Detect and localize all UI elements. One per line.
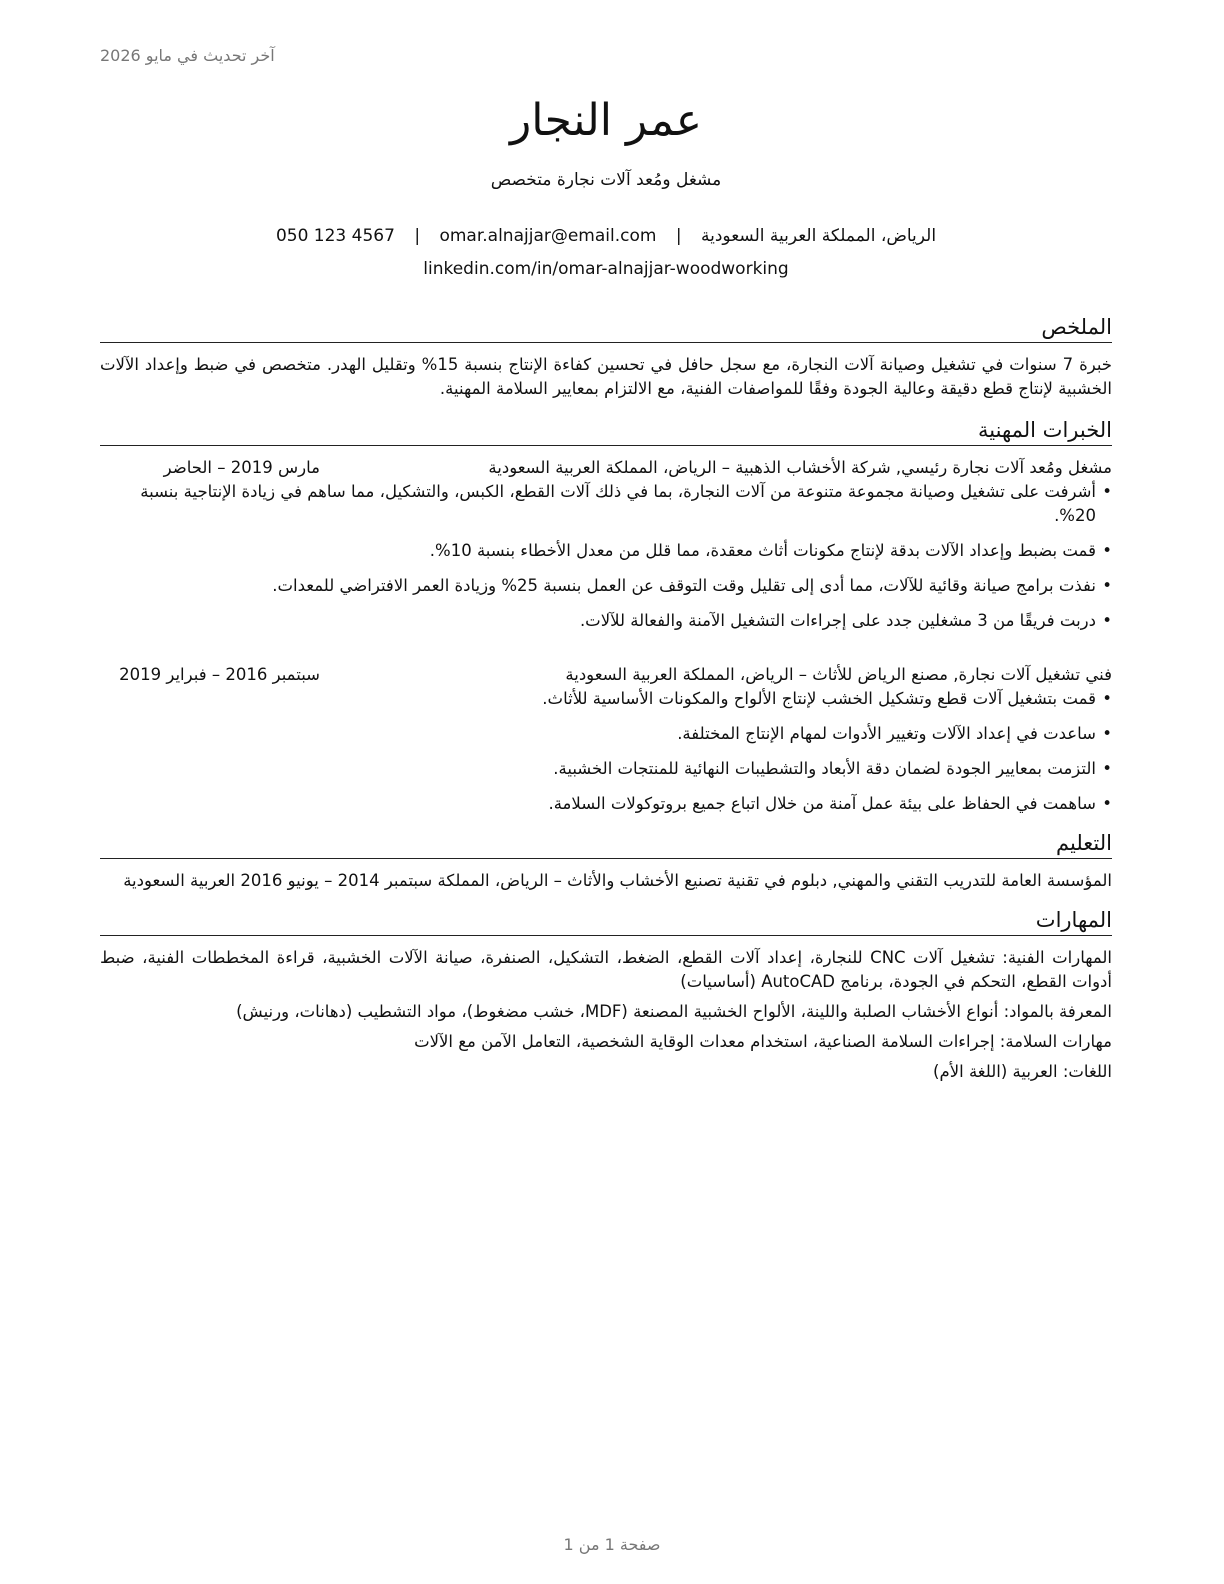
- page-number: صفحة 1 من 1: [563, 1535, 661, 1554]
- phone-number: 050 123 4567: [275, 226, 395, 246]
- candidate-name: عمر النجار: [510, 95, 702, 146]
- summary-section: [100, 312, 1112, 401]
- job-header: [100, 663, 1112, 687]
- summary-text: خبرة 7 سنوات في تشغيل وصيانة آلات النجارة، مع سجل حافل في تحسين كفاءة الإنتاج بنسبة 15% وتقليل الهدر. متخصص في ضبط وإعداد الآلات الخشبية لإنتاج قطع دقيقة وعالية الجودة وفقًا للمواصفات الفنية، مع الالتزام بمعايير السلامة المهنية.: [100, 355, 1112, 398]
- job-dates: سبتمبر 2016 – فبراير 2019: [119, 665, 320, 684]
- education-section: [100, 828, 1112, 893]
- job-bullet: • نفذت برامج صيانة وقائية للآلات، مما أدى إلى تقليل وقت التوقف عن العمل بنسبة 25% وزيادة العمر الافتراضي للمعدات.: [100, 574, 1112, 598]
- job-bullet: • ساهمت في الحفاظ على بيئة عمل آمنة من خلال اتباع جميع بروتوكولات السلامة.: [100, 792, 1112, 816]
- contact-separator: |: [414, 226, 421, 246]
- job-bullets: [100, 687, 1112, 816]
- experience-section: [100, 415, 1112, 816]
- job-bullet: • ساعدت في إعداد الآلات وتغيير الأدوات لمهام الإنتاج المختلفة.: [100, 722, 1112, 746]
- contact-line: [100, 220, 1112, 253]
- job-entry: [100, 663, 1112, 816]
- education-entry: المؤسسة العامة للتدريب التقني والمهني, دبلوم في تقنية تصنيع الأخشاب والأثاث – الرياض، المملكة سبتمبر 2014 – يونيو 2016 العربية السعودية: [123, 871, 1112, 890]
- location-text: الرياض، المملكة العربية السعودية: [701, 226, 937, 246]
- job-header: [100, 456, 1112, 480]
- job-bullet: • قمت بضبط وإعداد الآلات بدقة لإنتاج مكونات أثاث معقدة، مما قلل من معدل الأخطاء بنسبة 10%.: [100, 539, 1112, 563]
- skills-section: [100, 905, 1112, 1084]
- section-heading-summary: الملخص: [100, 312, 1112, 343]
- skill-line: مهارات السلامة: إجراءات السلامة الصناعية، استخدام معدات الوقاية الشخصية، التعامل الآمن مع الآلات: [414, 1032, 1112, 1051]
- job-title-line: فني تشغيل آلات نجارة, مصنع الرياض للأثاث – الرياض، المملكة العربية السعودية: [565, 665, 1112, 684]
- section-heading-skills: المهارات: [100, 905, 1112, 936]
- job-title-line: مشغل ومُعد آلات نجارة رئيسي, شركة الأخشاب الذهبية – الرياض، المملكة العربية السعودية: [488, 458, 1112, 477]
- contact-block: [100, 220, 1112, 286]
- section-heading-education: التعليم: [100, 828, 1112, 859]
- job-bullet: • أشرفت على تشغيل وصيانة مجموعة متنوعة من آلات النجارة، بما في ذلك آلات القطع، الكبس، والتشكيل، مما ساهم في زيادة الإنتاجية بنسبة 20%.: [100, 480, 1112, 528]
- last-updated-note: آخر تحديث في مايو 2026: [100, 46, 275, 65]
- linkedin-link[interactable]: linkedin.com/in/omar-alnajjar-woodworking: [423, 259, 789, 279]
- resume-page: [100, 92, 1112, 1090]
- contact-separator: |: [675, 226, 682, 246]
- skill-line: المعرفة بالمواد: أنواع الأخشاب الصلبة واللينة، الألواح الخشبية المصنعة (MDF، خشب مضغوط)، مواد التشطيب (دهانات، ورنيش): [236, 1002, 1112, 1021]
- skill-line: المهارات الفنية: تشغيل آلات CNC للنجارة، إعداد آلات القطع، الضغط، التشكيل، الصنفرة، صيانة الآلات الخشبية، قراءة المخططات الفنية، ضبط أدوات القطع، التحكم في الجودة، برنامج AutoCAD (أساسيات): [100, 948, 1112, 991]
- email-link[interactable]: omar.alnajjar@email.com: [439, 226, 657, 246]
- job-bullet: • التزمت بمعايير الجودة لضمان دقة الأبعاد والتشطيبات النهائية للمنتجات الخشبية.: [100, 757, 1112, 781]
- job-bullets: [100, 480, 1112, 633]
- section-heading-experience: الخبرات المهنية: [100, 415, 1112, 446]
- job-entry: [100, 456, 1112, 633]
- job-bullet: • دربت فريقًا من 3 مشغلين جدد على إجراءات التشغيل الآمنة والفعالة للآلات.: [100, 609, 1112, 633]
- job-bullet: • قمت بتشغيل آلات قطع وتشكيل الخشب لإنتاج الألواح والمكونات الأساسية للأثاث.: [100, 687, 1112, 711]
- job-dates: مارس 2019 – الحاضر: [163, 458, 320, 477]
- job-title: مشغل ومُعد آلات نجارة متخصص: [490, 170, 722, 190]
- skill-line: اللغات: العربية (اللغة الأم): [933, 1062, 1112, 1081]
